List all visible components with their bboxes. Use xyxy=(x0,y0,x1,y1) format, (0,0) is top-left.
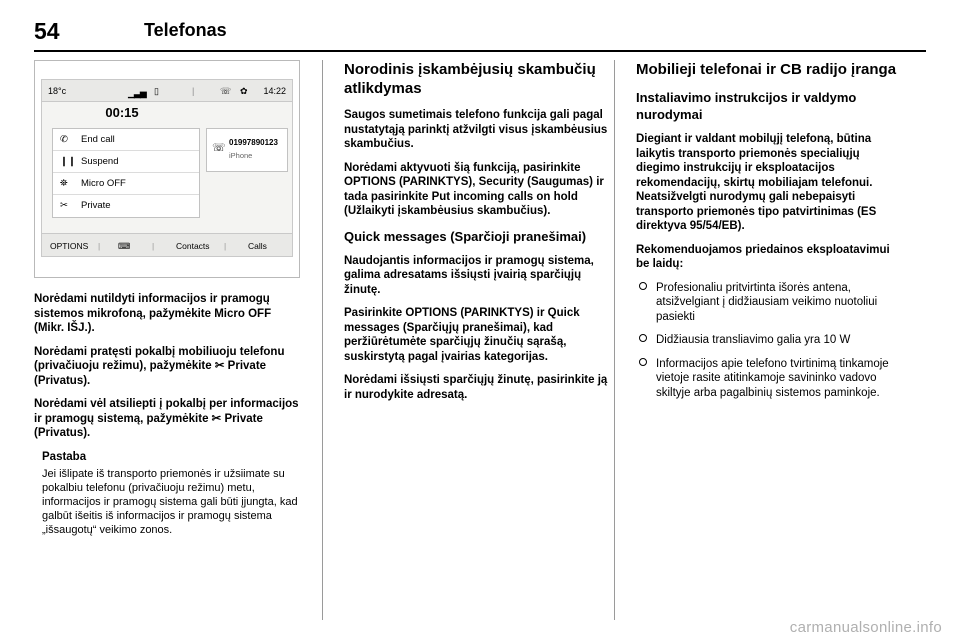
menu-item-private[interactable] xyxy=(53,195,199,217)
col2-heading-1: Norodinis įskambėjusių skambučių atlikdymas xyxy=(344,61,596,97)
call-timer: 00:15 xyxy=(105,105,139,120)
temperature-label: 18°c xyxy=(48,86,67,96)
mic-off-icon: ⛯ xyxy=(60,178,68,189)
col2-paragraph-3: Naudojantis informacijos ir pramogų sistema, galima adresatams išsiųsti įvairią sparčiųjų žinutę. xyxy=(344,254,594,296)
bullet-dot-icon xyxy=(639,358,647,366)
col2-p4-part-a: Pasirinkite xyxy=(344,307,406,319)
infotainment-screen xyxy=(41,79,293,257)
softkey-keypad-icon[interactable]: ⌨ xyxy=(118,241,131,251)
col2-p4-part-b: OPTIONS (PARINKTYS) xyxy=(405,307,534,319)
status-divider: | xyxy=(192,86,195,96)
contact-number: 01997890123 xyxy=(229,138,278,147)
menu-item-suspend[interactable] xyxy=(53,151,199,173)
phone-icon: ☏ xyxy=(220,86,232,96)
col2-paragraph-1: Saugos sumetimais telefono funkcija gali pagal nustatytąją parinktį atžvilgti visus įskambėusius skambučius. xyxy=(344,109,608,150)
list-item xyxy=(636,281,904,325)
col3-bullet-list xyxy=(636,281,904,401)
page-number: 54 xyxy=(34,18,60,44)
col2-paragraph-5: Norėdami išsiųsti sparčiųjų žinutę, pasirinkite ją ir nurodykite adresatą. xyxy=(344,374,608,401)
column-1 xyxy=(34,60,302,546)
list-item-text: Informacijos apie telefono tvirtinimą tinkamoje vietoje rasite atitinkamoje savininko vadovo skiltyje arba pagalbinių sistemos paminkoje. xyxy=(656,357,889,399)
column-2 xyxy=(344,60,612,411)
softkey-calls[interactable]: Calls xyxy=(248,241,267,251)
col3-paragraph-1: Diegiant ir valdant mobilųjį telefoną, būtina laikytis transporto priemonės specialiųjų diegimo instrukcijų ir eksploatacijos rekomendacijų, skirtų mobiliajam telefonui. Neatsižvelgti nurodymų gali nebepaisyti transporto priemonės tipo patvirtinimas (ES direktyva 95/54/EB). xyxy=(636,133,877,232)
call-options-menu xyxy=(52,128,200,218)
softkey-separator: | xyxy=(152,241,155,251)
private-icon: ✂ xyxy=(60,200,68,211)
page-header xyxy=(34,18,926,52)
menu-item-label: Micro OFF xyxy=(81,178,126,189)
column-separator-1 xyxy=(322,60,323,620)
col1-paragraph-3: Norėdami vėl atsiliepti į pokalbį per informacijos ir pramogų sistemą, pažymėkite ✂ Private (Privatus). xyxy=(34,398,299,439)
col2-heading-2: Quick messages (Sparčioji pranešimai) xyxy=(344,228,587,244)
col2-p4-part-d: Quick messages (Sparčiųjų pranešimai) xyxy=(344,307,580,334)
col1-paragraph-1: Norėdami nutildyti informacijos ir pramogų sistemos mikrofoną, pažymėkite Micro OFF (Mikr. IŠJ.). xyxy=(34,293,272,334)
list-item xyxy=(636,357,904,401)
col2-p2-part-a: Norėdami aktyvuoti šią funkciją, pasirinkite xyxy=(344,161,581,174)
active-contact-card xyxy=(206,128,288,172)
col2-p4-part-c: ir xyxy=(533,307,548,319)
list-item-text: Profesionaliu pritvirtinta išorės antena, atsižvelgiant į didžiausiam veikimo nuotoliui pasiekti xyxy=(656,281,878,323)
col2-paragraph-2 xyxy=(344,161,612,219)
col2-p2-part-d: Security (Saugumas) xyxy=(478,176,594,188)
col2-p2-part-b: OPTIONS (PARINKTYS) xyxy=(344,176,473,188)
softkey-contacts[interactable]: Contacts xyxy=(176,241,210,251)
col1-paragraph-2: Norėdami pratęsti pokalbį mobiliuoju telefonu (privačiuoju režimu), pažymėkite ✂ Private (Privatus). xyxy=(34,345,285,387)
softkey-separator: | xyxy=(224,241,227,251)
menu-item-micro-off[interactable] xyxy=(53,173,199,195)
col2-p2-part-c: , xyxy=(472,176,479,188)
clock-label: 14:22 xyxy=(263,86,286,96)
gear-icon: ✿ xyxy=(240,86,248,96)
bullet-dot-icon xyxy=(639,334,647,342)
status-bar xyxy=(42,80,292,102)
watermark: carmanualsonline.info xyxy=(789,619,942,636)
column-3 xyxy=(636,60,904,409)
menu-item-label: Private xyxy=(81,200,111,211)
chapter-title: Telefonas xyxy=(144,20,227,40)
menu-item-end-call[interactable] xyxy=(53,129,199,151)
col2-p2-part-f: Put incoming calls on hold (Užlaikyti įskambėusius skambučius) xyxy=(344,190,578,217)
contact-label: iPhone xyxy=(229,151,253,160)
menu-item-label: Suspend xyxy=(81,156,119,167)
col3-heading-1: Mobilieji telefonai ir CB radijo įranga xyxy=(636,61,897,78)
battery-icon: ▯ xyxy=(154,86,159,96)
signal-bars-icon: ▁▃▅ xyxy=(128,88,146,98)
col2-p2-part-e: ir tada pasirinkite xyxy=(344,176,604,203)
list-item xyxy=(636,333,904,348)
col3-heading-2: Instaliavimo instrukcijos ir valdymo nurodymai xyxy=(636,90,857,122)
list-item-text: Didžiausia transliavimo galia yra 10 W xyxy=(656,334,851,346)
note-body: Jei išlipate iš transporto priemonės ir užsiimate su pokalbiu telefonu (privačiuoju režimu) metu, informacijos ir pramogų sistema gali būti įjungta, kad galbūt išeitis iš informacijos ir pramogų sistema „išsaugotų“ veikimo zonos. xyxy=(42,468,298,536)
col3-paragraph-2: Rekomenduojamos priedainos eksploatavimui be laidų: xyxy=(636,243,890,270)
bullet-dot-icon xyxy=(639,282,647,290)
soft-key-bar xyxy=(42,233,292,256)
col2-paragraph-4 xyxy=(344,306,612,364)
menu-item-label: End call xyxy=(81,134,115,145)
phone-hangup-icon: ✆ xyxy=(60,134,68,145)
col2-p2-part-g: . xyxy=(547,205,551,217)
handset-icon: ☏ xyxy=(212,142,226,154)
softkey-separator: | xyxy=(98,241,101,251)
note-block xyxy=(34,450,302,538)
infotainment-screen-figure xyxy=(34,60,300,278)
note-title: Pastaba xyxy=(42,450,87,463)
column-separator-2 xyxy=(614,60,615,620)
softkey-options[interactable]: OPTIONS xyxy=(50,241,89,251)
col2-p4-part-e: , kad peržiūrėtumėte sparčiųjų žinučių sąrašą, suskirstytą pagal įvairias kategorijas. xyxy=(344,321,567,363)
header-rule xyxy=(34,50,926,52)
pause-icon: ❙❙ xyxy=(60,156,76,167)
